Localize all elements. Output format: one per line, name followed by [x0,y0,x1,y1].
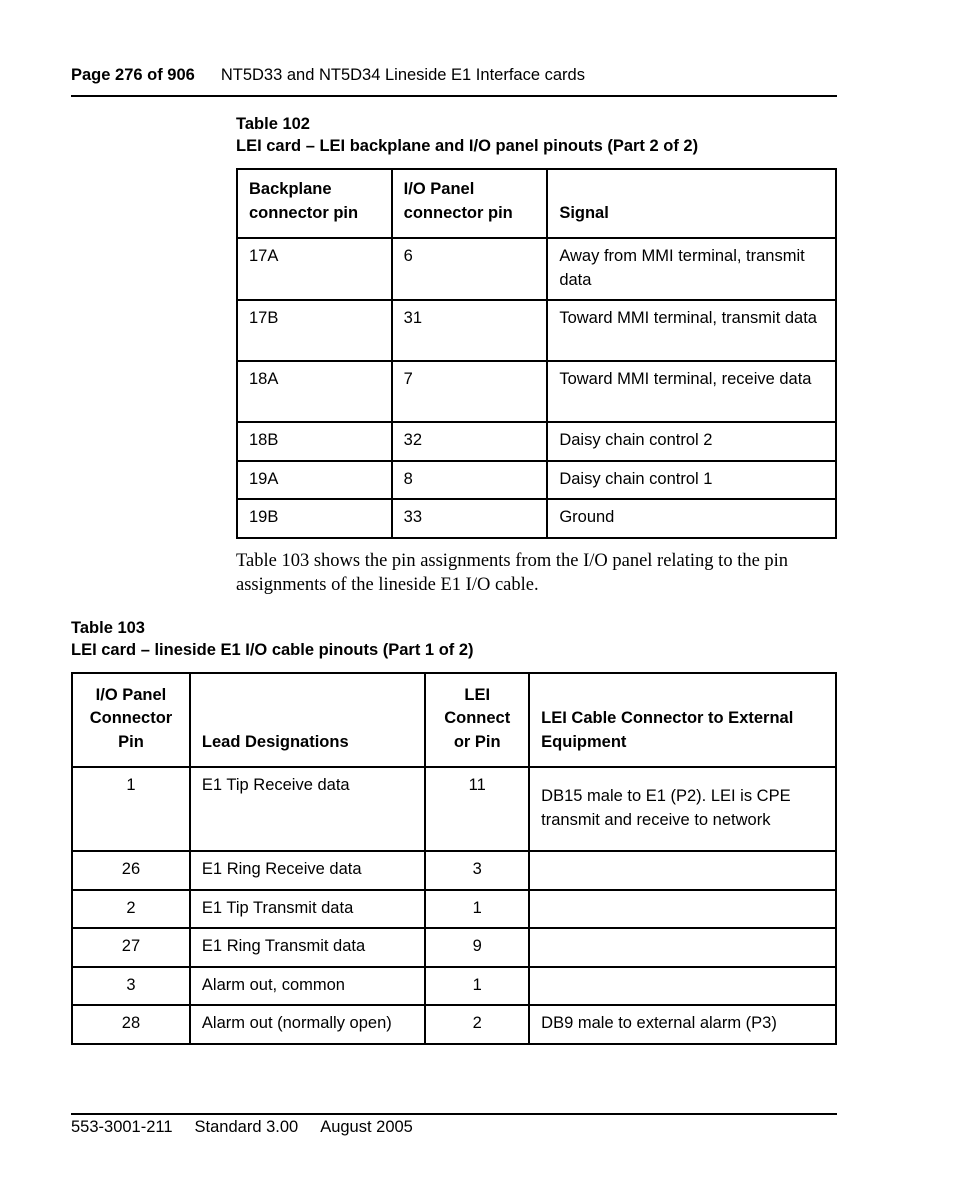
table-cell: 18A [237,361,392,422]
table-row [237,422,836,461]
table-102 [236,168,837,539]
table-row [72,851,836,890]
table-cell: 26 [72,851,190,890]
table-cell: Daisy chain control 1 [547,461,836,500]
table-cell: 8 [392,461,548,500]
column-header: I/O Panel connector pin [392,169,548,238]
table-cell: 1 [425,967,529,1006]
column-header: LEI Connect or Pin [425,673,529,767]
table-cell: 3 [72,967,190,1006]
table-cell: DB9 male to external alarm (P3) [529,1005,836,1044]
table-cell: DB15 male to E1 (P2). LEI is CPE transmit and receive to network [529,767,836,851]
table-cell: 27 [72,928,190,967]
table-cell: 7 [392,361,548,422]
table-row [237,499,836,538]
table-cell: 1 [425,890,529,929]
page-footer [71,1118,435,1137]
table-cell: 28 [72,1005,190,1044]
table-cell [529,928,836,967]
table-103-title: LEI card – lineside E1 I/O cable pinouts (Part 1 of 2) [71,641,474,659]
table-cell: 2 [72,890,190,929]
header-rule [71,95,837,97]
table-cell: E1 Tip Receive data [190,767,425,851]
table-row [72,967,836,1006]
document-number: 553-3001-211 [71,1118,173,1136]
table-cell: Toward MMI terminal, receive data [547,361,836,422]
table-cell [529,967,836,1006]
table-cell [529,851,836,890]
table-row [237,300,836,361]
table-cell: 33 [392,499,548,538]
footer-rule [71,1113,837,1115]
table-102-number: Table 102 [236,115,310,133]
table-cell: Toward MMI terminal, transmit data [547,300,836,361]
table-row [72,1005,836,1044]
column-header: Lead Designations [190,673,425,767]
page-header [71,66,585,85]
table-header-row [72,673,836,767]
table-cell: Alarm out (normally open) [190,1005,425,1044]
table-row [237,361,836,422]
table-cell: 18B [237,422,392,461]
table-row [237,461,836,500]
table-cell: 2 [425,1005,529,1044]
table-row [72,890,836,929]
table-cell: 17A [237,238,392,300]
column-header: LEI Cable Connector to External Equipment [529,673,836,767]
table-cell: Daisy chain control 2 [547,422,836,461]
table-cell: 9 [425,928,529,967]
table-cell: 1 [72,767,190,851]
table-103 [71,672,837,1045]
document-title: NT5D33 and NT5D34 Lineside E1 Interface cards [220,66,585,84]
table-cell: E1 Ring Transmit data [190,928,425,967]
table-cell: 3 [425,851,529,890]
column-header: Signal [547,169,836,238]
column-header: Backplane connector pin [237,169,392,238]
table-row [72,767,836,851]
table-103-number: Table 103 [71,619,145,637]
table-cell: 11 [425,767,529,851]
page-number: Page 276 of 906 [71,66,195,84]
table-102-title: LEI card – LEI backplane and I/O panel pinouts (Part 2 of 2) [236,137,699,155]
publication-date: August 2005 [320,1118,413,1136]
table-cell: 6 [392,238,548,300]
table-102-caption [236,113,698,157]
table-cell: E1 Ring Receive data [190,851,425,890]
table-cell: 31 [392,300,548,361]
table-row [237,238,836,300]
table-cell: 17B [237,300,392,361]
table-cell: 19A [237,461,392,500]
table-cell [529,890,836,929]
table-cell: Away from MMI terminal, transmit data [547,238,836,300]
table-header-row [237,169,836,238]
table-cell: Alarm out, common [190,967,425,1006]
table-row [72,928,836,967]
body-paragraph: Table 103 shows the pin assignments from the I/O panel relating to the pin assignments of the lineside E1 I/O cable. [236,551,789,595]
table-cell: Ground [547,499,836,538]
table-cell: E1 Tip Transmit data [190,890,425,929]
column-header: I/O Panel Connector Pin [72,673,190,767]
table-cell: 32 [392,422,548,461]
standard-version: Standard 3.00 [194,1118,299,1136]
table-103-caption [71,617,474,661]
table-cell: 19B [237,499,392,538]
